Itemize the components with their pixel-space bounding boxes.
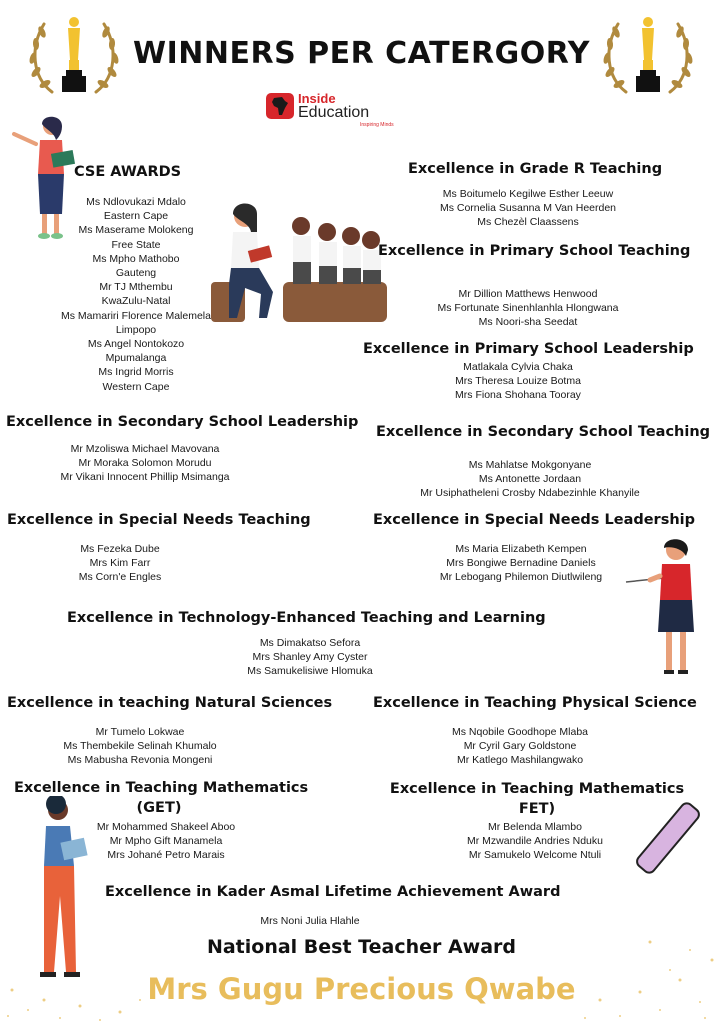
- list-item: Ms Maserame Molokeng: [78, 224, 194, 237]
- math-fet-heading-line2: FET): [518, 801, 556, 817]
- list-item: Ms Mamariri Florence Malemela: [61, 309, 211, 322]
- special-needs-teaching-list: [20, 542, 220, 585]
- list-item: Mrs Fiona Shohana Tooray: [455, 389, 581, 402]
- list-item: Mr Mzwandile Andries Nduku: [467, 835, 603, 848]
- list-item: Western Cape: [102, 380, 170, 393]
- national-award-winner: Mrs Gugu Precious Qwabe: [147, 972, 576, 1006]
- secondary-leadership-list: [10, 442, 280, 485]
- list-item: Ms Dimakatso Sefora: [259, 637, 361, 649]
- grade-r-heading: Excellence in Grade R Teaching: [408, 161, 663, 177]
- list-item: Mr Dillion Matthews Henwood: [458, 288, 598, 300]
- cse-awards-heading: CSE AWARDS: [74, 164, 182, 180]
- list-item: Gauteng: [115, 267, 157, 280]
- list-item: Mrs Shanley Amy Cyster: [252, 651, 368, 664]
- list-item: Ms Angel Nontokozo: [87, 338, 185, 351]
- natural-sciences-list: [40, 725, 240, 768]
- primary-leadership-list: [370, 360, 666, 403]
- list-item: Mr Mzoliswa Michael Mavovana: [70, 443, 220, 455]
- logo-text-inside: Inside: [298, 91, 336, 106]
- africa-map-icon: [268, 95, 292, 117]
- math-fet-heading-line1: Excellence in Teaching Mathematics: [389, 781, 685, 797]
- gold-glitter: [0, 930, 723, 1024]
- list-item: Ms Ingrid Morris: [98, 366, 174, 379]
- list-item: Ms Mahlatse Mokgonyane: [468, 459, 592, 471]
- list-item: Matlakala Cylvia Chaka: [463, 361, 573, 373]
- list-item: Eastern Cape: [103, 210, 169, 223]
- list-item: Ms Nqobile Goodhope Mlaba: [452, 726, 588, 738]
- list-item: Ms Thembekile Selinah Khumalo: [63, 740, 217, 753]
- list-item: Ms Fezeka Dube: [80, 543, 160, 555]
- list-item: Mr Mohammed Shakeel Aboo: [96, 821, 236, 833]
- list-item: Free State: [111, 238, 161, 251]
- list-item: Mr Tumelo Lokwae: [95, 726, 185, 738]
- list-item: Ms Noori-sha Seedat: [478, 316, 578, 329]
- national-award-heading: National Best Teacher Award: [206, 936, 517, 958]
- list-item: Ms Chezèl Claassens: [477, 216, 579, 229]
- list-item: Mrs Kim Farr: [89, 557, 151, 570]
- list-item: Mr Mpho Gift Manamela: [109, 835, 223, 848]
- list-item: KwaZulu-Natal: [101, 295, 171, 308]
- list-item: Mr Usiphatheleni Crosby Ndabezinhle Khanyile: [420, 487, 640, 500]
- list-item: Mrs Noni Julia Hlahle: [260, 915, 360, 927]
- special-needs-leadership-list: [396, 542, 646, 585]
- teacher-with-pointer-illustration: [624, 536, 704, 682]
- list-item: Mr Vikani Innocent Phillip Msimanga: [60, 471, 230, 484]
- kader-asmal-list: [210, 914, 410, 928]
- list-item: Ms Maria Elizabeth Kempen: [455, 543, 587, 555]
- secondary-teaching-list: [382, 458, 678, 501]
- list-item: Mr Lebogang Philemon Diutlwileng: [439, 571, 603, 584]
- list-item: Limpopo: [115, 323, 157, 336]
- grade-r-list: [380, 187, 676, 230]
- list-item: Mrs Johané Petro Marais: [107, 849, 225, 862]
- math-get-heading-line1: Excellence in Teaching Mathematics: [14, 780, 309, 796]
- chalk-icon: [628, 796, 704, 886]
- logo-tagline: Inspiring Minds: [360, 122, 394, 128]
- list-item: Ms Fortunate Sinenhlanhla Hlongwana: [437, 302, 619, 315]
- primary-leadership-heading: Excellence in Primary School Leadership: [363, 341, 694, 357]
- list-item: Ms Mabusha Revonia Mongeni: [67, 754, 213, 767]
- list-item: Mr Katlego Mashilangwako: [456, 754, 584, 767]
- secondary-teaching-heading: Excellence in Secondary School Teaching: [376, 424, 711, 440]
- list-item: Mr Cyril Gary Goldstone: [463, 740, 577, 753]
- secondary-leadership-heading: Excellence in Secondary School Leadership: [6, 414, 359, 430]
- list-item: Mpumalanga: [105, 352, 167, 365]
- technology-heading: Excellence in Technology-Enhanced Teaching and Learning: [67, 610, 546, 626]
- list-item: Mr Samukelo Welcome Ntuli: [468, 849, 602, 862]
- math-get-heading-line2: (GET): [136, 800, 182, 816]
- primary-teaching-heading: Excellence in Primary School Teaching: [378, 243, 691, 259]
- natural-sciences-heading: Excellence in teaching Natural Sciences: [7, 695, 333, 711]
- physical-science-heading: Excellence in Teaching Physical Science: [373, 695, 697, 711]
- teacher-reading-to-students-illustration: [205, 196, 390, 332]
- special-needs-leadership-heading: Excellence in Special Needs Leadership: [373, 512, 696, 528]
- list-item: Mr Moraka Solomon Morudu: [78, 457, 212, 470]
- technology-list: [190, 636, 430, 679]
- list-item: Ms Boitumelo Kegilwe Esther Leeuw: [442, 188, 614, 200]
- primary-teaching-list: [380, 287, 676, 330]
- page-title: WINNERS PER CATERGORY: [133, 36, 590, 71]
- list-item: Mr Belenda Mlambo: [488, 821, 582, 833]
- list-item: Ms Antonette Jordaan: [478, 473, 582, 486]
- list-item: Ms Ndlovukazi Mdalo: [86, 196, 186, 208]
- list-item: Ms Mpho Mathobo: [92, 252, 180, 265]
- logo-text-education: Education: [298, 104, 370, 121]
- list-item: Ms Cornelia Susanna M Van Heerden: [439, 202, 617, 215]
- physical-science-list: [410, 725, 630, 768]
- math-fet-list: [430, 820, 640, 863]
- list-item: Mrs Theresa Louize Botma: [455, 375, 581, 388]
- special-needs-teaching-heading: Excellence in Special Needs Teaching: [7, 512, 311, 528]
- list-item: Ms Samukelisiwe Hlomuka: [247, 665, 373, 678]
- list-item: Ms Corn'e Engles: [78, 571, 162, 584]
- list-item: Mrs Bongiwe Bernadine Daniels: [446, 557, 596, 570]
- list-item: Mr TJ Mthembu: [99, 281, 173, 294]
- kader-asmal-heading: Excellence in Kader Asmal Lifetime Achievement Award: [105, 884, 561, 900]
